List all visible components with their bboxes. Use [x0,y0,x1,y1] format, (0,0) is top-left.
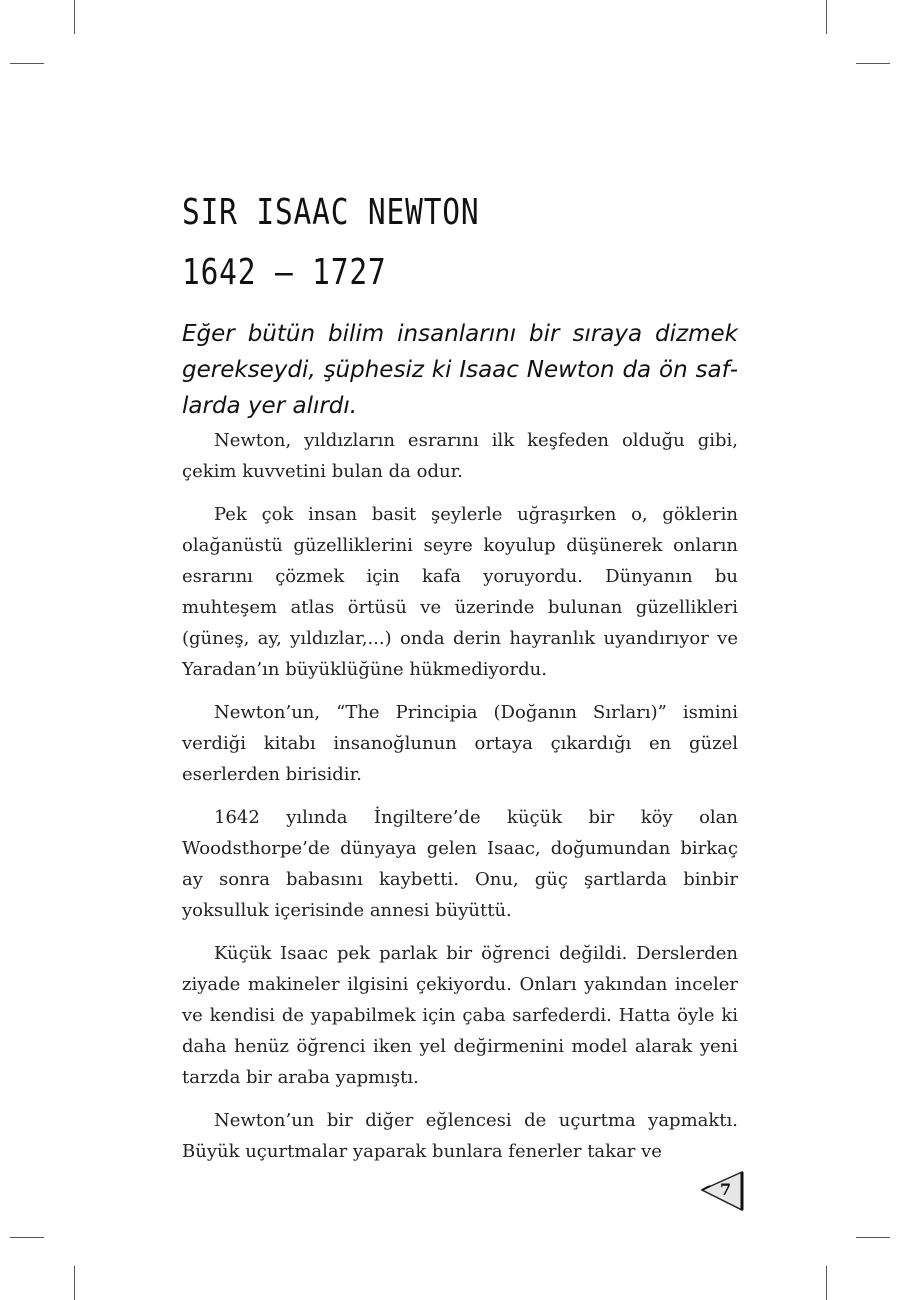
page-number-badge [700,1168,746,1214]
chapter-title [182,183,479,303]
paragraph: Newton’un bir diğer eğlencesi de uçurtma yapmaktı. Büyük uçurtmalar yaparak bunlara fenerler takar ve [182,1110,738,1162]
crop-mark [74,1266,75,1300]
crop-mark [10,63,44,64]
crop-mark [10,1237,44,1238]
crop-mark [856,1237,890,1238]
paragraph: Newton, yıldızların esrarını ilk keşfeden olduğu gibi, çekim kuvvetini bulan da odur. [182,430,738,482]
paragraph: 1642 yılında İngiltere’de küçük bir köy olan Woodsthorpe’de dünyaya gelen Isaac, doğumundan birkaç ay sonra babasını kaybetti. Onu, güç şartlarda binbir yoksulluk içerisinde annesi büyüttü. [182,807,738,921]
crop-mark [826,1266,827,1300]
crop-mark [826,0,827,34]
crop-mark [856,63,890,64]
title-years: 1642 – 1727 [182,252,387,293]
body-text [182,425,738,1179]
title-name: SIR ISAAC NEWTON [182,192,480,233]
page-number: 7 [720,1180,732,1199]
paragraph: Küçük Isaac pek parlak bir öğrenci değildi. Derslerden ziyade makineler ilgisini çekiyordu. Onları yakından inceler ve kendisi de yapabilmek için çaba sarfederdi. Hatta öyle ki daha henüz öğrenci iken yel değirmenini model alarak yeni tarzda bir araba yapmıştı. [182,943,738,1088]
paragraph: Pek çok insan basit şeylerle uğraşırken o, göklerin olağanüstü güzelliklerini seyre koyulup düşünerek onların esrarını çözmek için kafa yoruyordu. Dünyanın bu muhteşem atlas örtüsü ve üzerinde bulunan güzellikleri (güneş, ay, yıldızlar,...) onda derin hayranlık uyandırıyor ve Yaradan’ın büyüklüğüne hükmediyordu. [182,504,738,680]
paragraph: Newton’un, “The Principia (Doğanın Sırları)” ismini verdiği kitabı insanoğlunun ortaya çıkardığı en güzel eserlerden birisidir. [182,702,738,785]
crop-mark [74,0,75,34]
lead-paragraph: Eğer bütün bilim insanlarını bir sıraya dizmek gerekseydi, şüphesiz ki Isaac Newton da ön saflarda yer alırdı. [182,321,738,419]
